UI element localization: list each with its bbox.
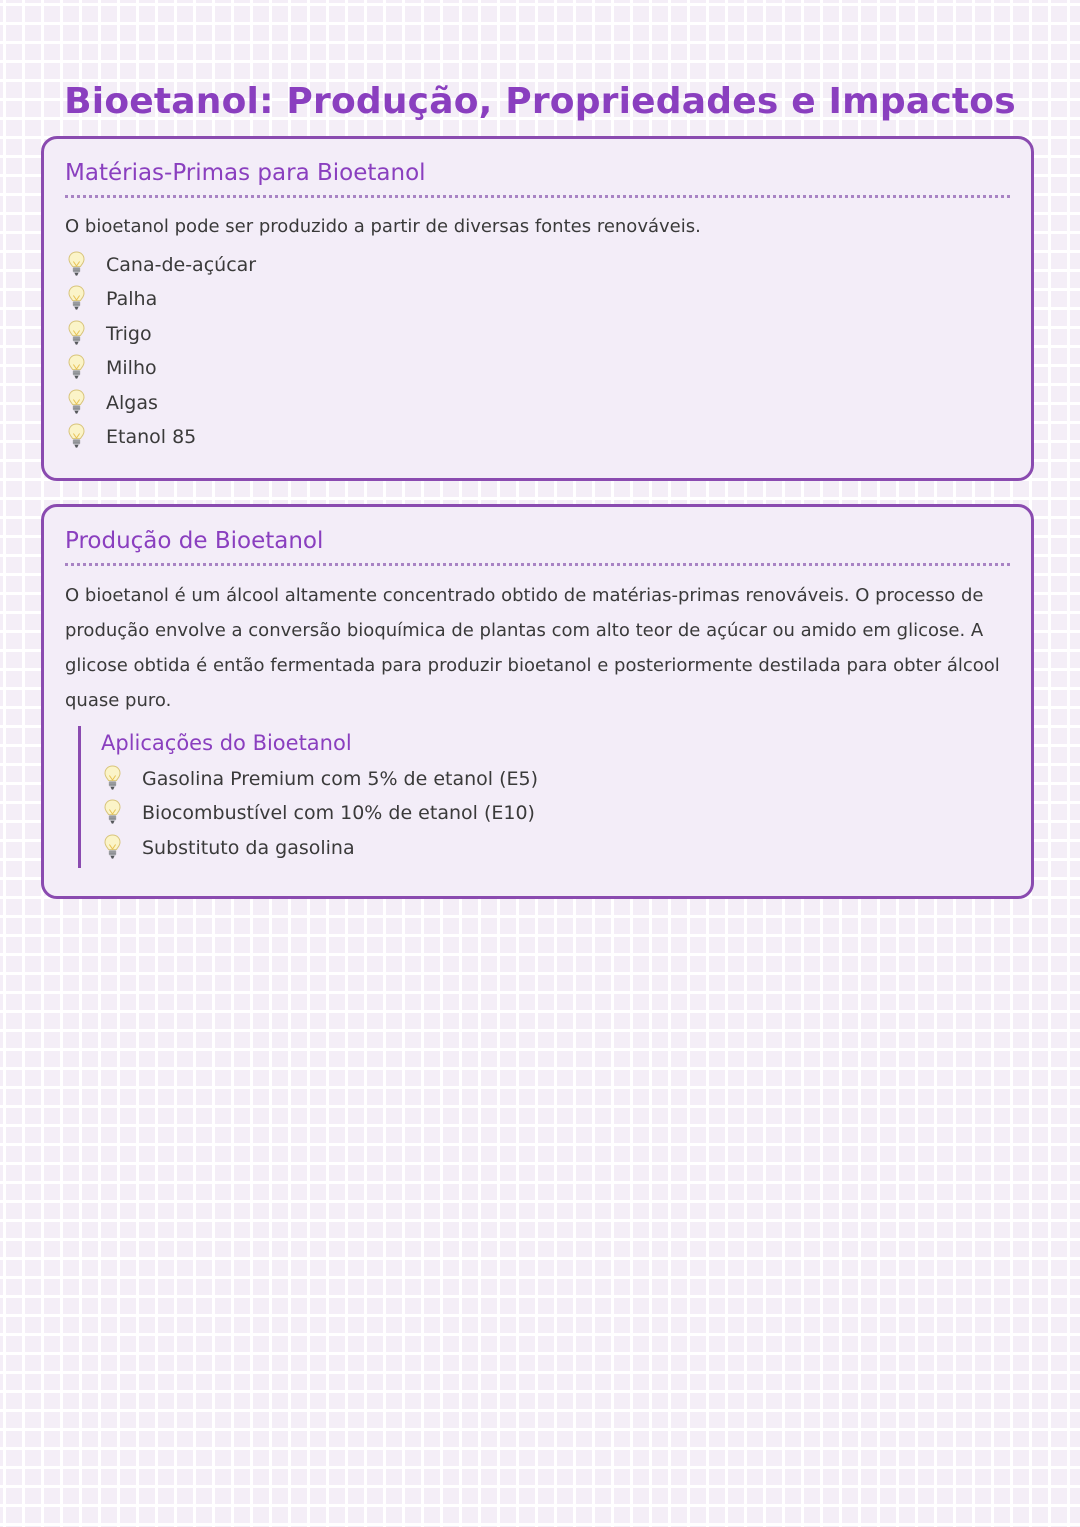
- materias-primas-card: [41, 136, 1034, 481]
- list-item-label: Palha: [106, 288, 158, 311]
- list-item: [101, 762, 1010, 796]
- page-title: Bioetanol: Produção, Propriedades e Impactos: [64, 81, 1016, 123]
- list-item-label: Etanol 85: [106, 425, 197, 448]
- list-item: [101, 796, 1010, 830]
- aplicacoes-heading: Aplicações do Bioetanol: [101, 731, 352, 755]
- list-item: [65, 386, 1010, 420]
- list-item-label: Milho: [106, 357, 157, 380]
- list-item: [65, 420, 1010, 454]
- list-item-label: Biocombustível com 10% de etanol (E10): [142, 802, 535, 825]
- list-item-label: Trigo: [106, 322, 152, 345]
- producao-card: [41, 504, 1034, 899]
- list-item: [65, 317, 1010, 351]
- list-item-label: Substituto da gasolina: [142, 836, 355, 859]
- materias-primas-list: [65, 248, 1010, 454]
- list-item-label: Algas: [106, 391, 158, 414]
- list-item: [101, 831, 1010, 865]
- list-item: [65, 248, 1010, 282]
- producao-heading: Produção de Bioetanol: [65, 525, 1010, 566]
- materias-primas-intro: O bioetanol pode ser produzido a partir de diversas fontes renováveis.: [65, 216, 701, 237]
- aplicacoes-list: [101, 762, 1010, 865]
- list-item-label: Cana-de-açúcar: [106, 254, 257, 276]
- aplicacoes-section: [78, 726, 1010, 868]
- list-item: [65, 351, 1010, 385]
- list-item: [65, 282, 1010, 316]
- producao-paragraph: O bioetanol é um álcool altamente concentrado obtido de matérias-primas renováveis. O processo de produção envolve a conversão bioquímica de plantas com alto teor de açúcar ou amido em glicose. A glicose obtida é então fermentada para produzir bioetanol e posteriormente destilada para obter álcool quase puro.: [65, 585, 1000, 711]
- materias-primas-heading: Matérias-Primas para Bioetanol: [65, 157, 1010, 198]
- list-item-label: Gasolina Premium com 5% de etanol (E5): [142, 768, 539, 790]
